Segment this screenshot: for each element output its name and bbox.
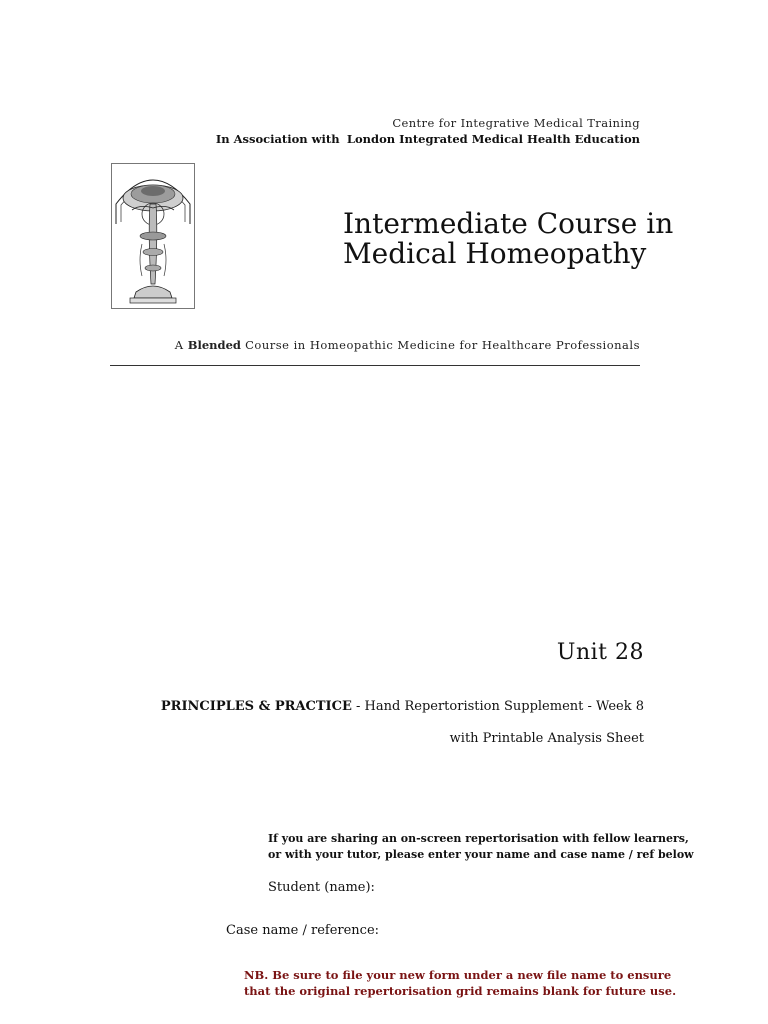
file-name-warning (244, 967, 676, 999)
subtitle-rest: Course in Homeopathic Medicine for Healthcare Professionals (245, 338, 640, 352)
student-name-label: Student (name): (268, 880, 375, 895)
association-line (216, 132, 640, 146)
centre-name: Centre for Integrative Medical Training (392, 116, 640, 130)
tree-of-life-logo-icon (111, 163, 195, 309)
association-prefix: In Association with (215, 132, 340, 146)
unit-description-bold: PRINCIPLES & PRACTICE (160, 699, 352, 714)
course-title-line1: Intermediate Course in (343, 207, 674, 240)
unit-description-rest: - Hand Repertoristion Supplement - Week 8 (351, 699, 644, 714)
warning-line1: NB. Be sure to file your new form under a new file name to ensure (244, 968, 672, 982)
unit-number: Unit 28 (556, 640, 644, 665)
sharing-line1: If you are sharing an on-screen repertorisation with fellow learners, (268, 832, 689, 845)
course-subtitle (175, 338, 640, 352)
case-name-label: Case name / reference: (226, 923, 380, 938)
association-org: London Integrated Medical Health Education (346, 132, 640, 146)
sharing-line2: or with your tutor, please enter your name and case name / ref below (268, 848, 694, 861)
subtitle-prefix: A (174, 338, 184, 352)
printable-sheet-note: with Printable Analysis Sheet (449, 731, 644, 746)
header-divider (110, 365, 640, 366)
subtitle-bold: Blended (187, 338, 241, 352)
sharing-instructions (268, 831, 694, 863)
course-title-line2: Medical Homeopathy (343, 237, 647, 270)
course-title (343, 209, 673, 269)
unit-description (161, 699, 644, 714)
warning-line2: that the original repertorisation grid remains blank for future use. (244, 984, 677, 998)
